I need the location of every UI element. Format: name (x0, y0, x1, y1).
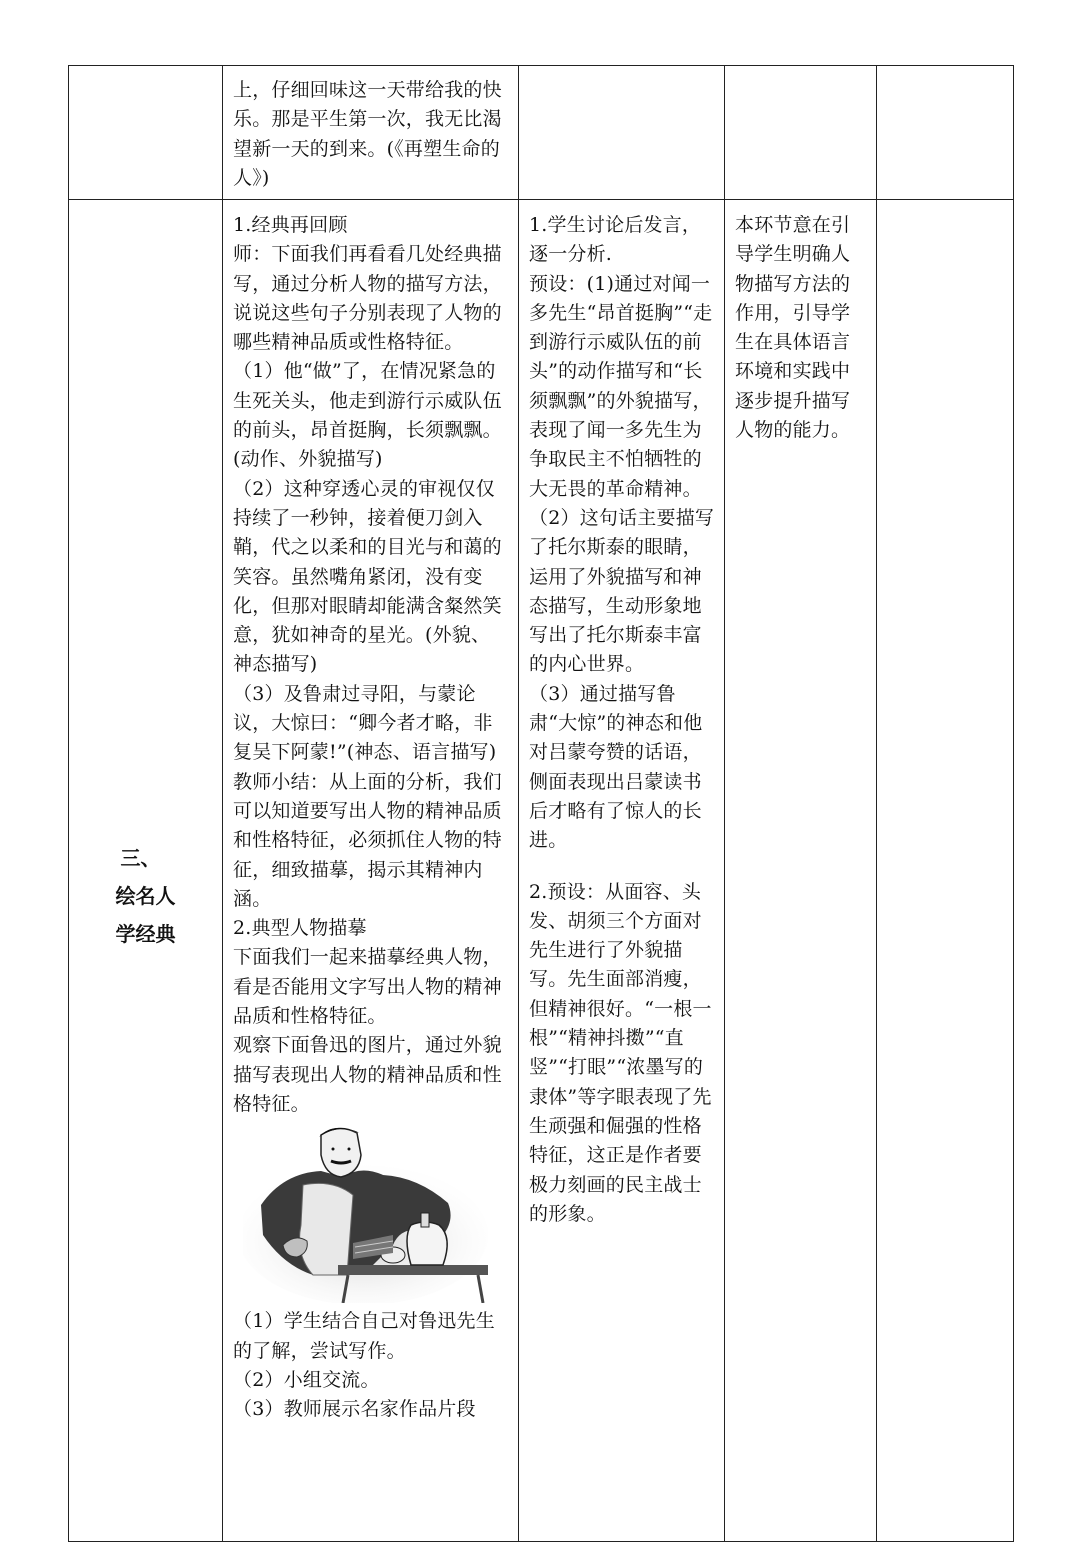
student-answer-2: （2）这句话主要描写了托尔斯泰的眼睛，运用了外貌描写和神态描写，生动形象地写出了托尔斯泰丰富的内心世界。 (529, 506, 715, 676)
teacher-prompt: 师：下面我们再看看几处经典描写，通过分析人物的描写方法，说说这些句子分别表现了人物的哪些精神品质或性格特征。 (233, 243, 502, 354)
cell-stage (69, 200, 223, 1542)
section-heading-portrait: 2.典型人物描摹 (233, 917, 367, 940)
stage-title-line1: 绘名人 (115, 883, 176, 908)
task-1: （1）学生结合自己对鲁迅先生的了解，尝试写作。 (233, 1310, 495, 1362)
cell-teacher-activity (223, 200, 519, 1542)
student-answer-1: 预设：(1)通过对闻一多先生“昂首挺胸”“走到游行示威队伍的前头”的动作描写和“长须飘飘”的外貌描写，表现了闻一多先生为争取民主不怕牺牲的大无畏的革命精神。 (529, 272, 713, 500)
cell-teacher-activity (223, 66, 519, 200)
student-answer-3: （3）通过描写鲁肃“大惊”的神态和他对吕蒙夸赞的话语，侧面表现出吕蒙读书后才略有了惊人的长进。 (529, 682, 703, 852)
continuation-text: 上，仔细回味这一天带给我的快乐。那是平生第一次，我无比渴望新一天的到来。(《再塑生命的人》) (233, 79, 502, 189)
paragraph-gap (529, 856, 715, 878)
cell-design-intent-empty (725, 66, 877, 200)
task-3: （3）教师展示名家作品片段 (233, 1398, 476, 1421)
student-answer-intro: 1.学生讨论后发言，逐一分析. (529, 214, 702, 266)
cell-student-activity-empty (519, 66, 725, 200)
section-heading-review: 1.经典再回顾 (233, 214, 348, 236)
student-answer-portrait: 2.预设：从面容、头发、胡须三个方面对先生进行了外貌描写。先生面部消瘦，但精神很好。“一根一根”“精神抖擞”“直竖”“打眼”“浓墨写的隶体”等字眼表现了先生顽强和倔强的性格特征，这正是作者要极力刻画的民主战士的形象。 (529, 880, 712, 1225)
cell-stage-empty (69, 66, 223, 200)
example-2: （2）这种穿透心灵的审视仅仅持续了一秒钟，接着便刀剑入鞘，代之以柔和的目光与和蔼的笑容。虽然嘴角紧闭，没有变化，但那对眼睛却能满含粲然笑意，犹如神奇的星光。(外貌、神态描写) (233, 477, 502, 676)
design-intent-text: 本环节意在引导学生明确人物描写方法的作用，引导学生在具体语言环境和实践中逐步提升描写人物的能力。 (735, 214, 851, 442)
cell-notes-empty (877, 66, 1014, 200)
task-2: （2）小组交流。 (233, 1368, 380, 1391)
stage-title-line2: 学经典 (115, 921, 176, 946)
stage-number: 三、 (120, 845, 161, 870)
cell-notes-empty (877, 200, 1014, 1542)
stage-title (69, 200, 222, 1541)
lu-xun-illustration (243, 1125, 501, 1303)
teacher-activity-text (223, 200, 518, 1424)
cell-student-activity (519, 200, 725, 1542)
table-row-continuation (69, 66, 1014, 200)
teacher-summary: 教师小结：从上面的分析，我们可以知道要写出人物的精神品质和性格特征，必须抓住人物的特征，细致描摹，揭示其精神内涵。 (233, 770, 502, 910)
student-activity-text (519, 200, 724, 1229)
cell-design-intent (725, 200, 877, 1542)
table-row-stage-three (69, 200, 1014, 1542)
portrait-intro: 下面我们一起来描摹经典人物，看是否能用文字写出人物的精神品质和性格特征。 (233, 946, 502, 1028)
example-3: （3）及鲁肃过寻阳，与蒙论议，大惊曰：“卿今者才略，非复吴下阿蒙!”(神态、语言描写) (233, 682, 497, 764)
portrait-instruction: 观察下面鲁迅的图片，通过外貌描写表现出人物的精神品质和性格特征。 (233, 1034, 502, 1115)
lesson-plan-table (68, 65, 1014, 1542)
example-1: （1）他“做”了，在情况紧急的生死关头，他走到游行示威队伍的前头，昂首挺胸，长须飘飘。(动作、外貌描写) (233, 360, 502, 471)
